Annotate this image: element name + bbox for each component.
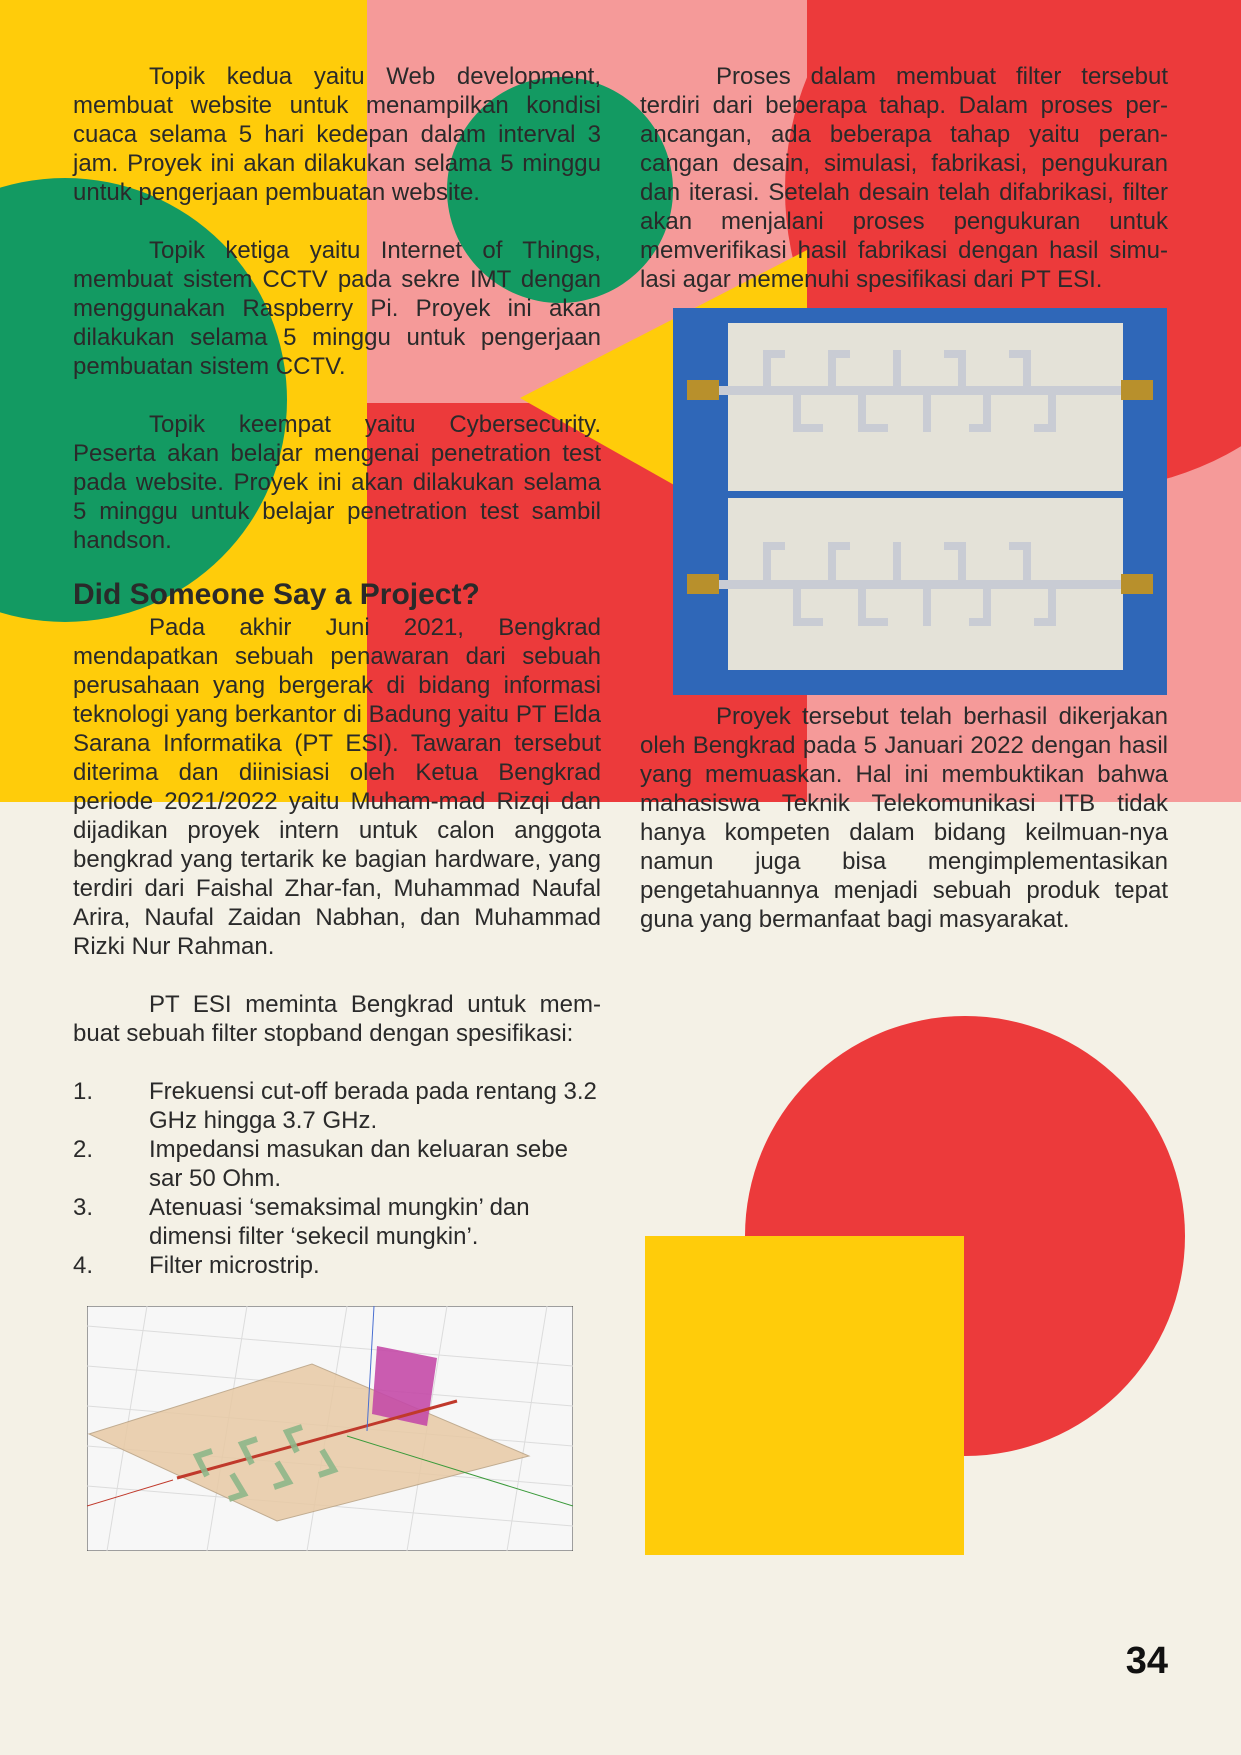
list-item bbox=[73, 1135, 601, 1193]
list-text: Atenuasi ‘semaksimal mungkin’ dan dimensi filter ‘sekecil mungkin’. bbox=[149, 1194, 530, 1250]
paragraph-web-development: Topik kedua yaitu Web development, membuat website untuk menampilkan kondisi cuaca selama 5 hari kedepan dalam interval 3 jam. Proyek ini akan dilakukan selama 5 minggu untuk pengerjaan pembuatan website. bbox=[73, 63, 601, 206]
paragraph-result: Proyek tersebut telah berhasil dikerjakan oleh Bengkrad pada 5 Januari 2022 dengan hasil yang memuaskan. Hal ini membuktikan bahwa mahasiswa Teknik Telekomunikasi ITB tidak hanya kompeten dalam bidang keilmuan-nya namun juga bisa mengimplementasikan pengetahuannya menjadi sebuah produk tepat guna yang bermanfaat bagi masyarakat. bbox=[640, 703, 1168, 933]
right-column bbox=[640, 62, 1168, 294]
left-column bbox=[73, 62, 601, 1280]
paragraph-cybersecurity: Topik keempat yaitu Cybersecurity. Peserta akan belajar mengenai penetration test pada website. Proyek ini akan dilakukan selama 5 minggu untuk belajar penetration test sambil handson. bbox=[73, 411, 601, 554]
list-number: 1. bbox=[73, 1078, 94, 1105]
spec-list bbox=[73, 1077, 601, 1280]
list-text: Impedansi masukan dan keluaran sebe sar 50 Ohm. bbox=[149, 1136, 568, 1192]
list-text: Frekuensi cut-off berada pada rentang 3.2 GHz hingga 3.7 GHz. bbox=[149, 1078, 597, 1134]
list-number: 2. bbox=[73, 1136, 94, 1163]
list-text: Filter microstrip. bbox=[149, 1252, 320, 1279]
list-item bbox=[73, 1193, 601, 1251]
paragraph-process: Proses dalam membuat filter tersebut terdiri dari beberapa tahap. Dalam proses per-ancangan, ada beberapa tahap yaitu peran-cangan desain, simulasi, fabrikasi, pengukuran dan iterasi. Setelah desain telah difabrikasi, filter akan menjalani proses pengukuran untuk memverifikasi hasil fabrikasi dengan hasil simu-lasi agar memenuhi spesifikasi dari PT ESI. bbox=[640, 63, 1168, 293]
list-number: 4. bbox=[73, 1252, 94, 1279]
paragraph-internet-of-things: Topik ketiga yaitu Internet of Things, membuat sistem CCTV pada sekre IMT dengan menggunakan Raspberry Pi. Proyek ini akan dilakukan selama 5 minggu untuk pengerjaan pembuatan sistem CCTV. bbox=[73, 237, 601, 380]
paragraph-offer: Pada akhir Juni 2021, Bengkrad mendapatkan sebuah penawaran dari sebuah perusahaan yang bergerak di bidang informasi teknologi yang berkantor di Badung yaitu PT Elda Sarana Informatika (PT ESI). Tawaran tersebut diterima dan diinisiasi oleh Ketua Bengkrad periode 2021/2022 yaitu Muham-mad Rizqi dan dijadikan proyek intern untuk calon anggota bengkrad yang tertarik ke bagian hardware, yang terdiri dari Faishal Zhar-fan, Muhammad Naufal Arira, Naufal Zaidan Nabhan, dan Muhammad Rizki Nur Rahman. bbox=[73, 614, 601, 960]
filter-board-bottom bbox=[687, 498, 1153, 670]
filter-simulation-render bbox=[87, 1306, 573, 1551]
paragraph-request: PT ESI meminta Bengkrad untuk mem-buat sebuah filter stopband dengan spesifikasi: bbox=[73, 991, 601, 1047]
list-item bbox=[73, 1077, 601, 1135]
fabricated-filter-photo bbox=[673, 308, 1167, 695]
list-number: 3. bbox=[73, 1194, 94, 1221]
right-column-lower bbox=[640, 702, 1168, 934]
yellow-square-bottom bbox=[645, 1236, 964, 1555]
filter-board-top bbox=[687, 323, 1153, 491]
page-number: 34 bbox=[1125, 1640, 1168, 1682]
list-item bbox=[73, 1251, 601, 1280]
section-heading: Did Someone Say a Project? bbox=[73, 578, 480, 611]
